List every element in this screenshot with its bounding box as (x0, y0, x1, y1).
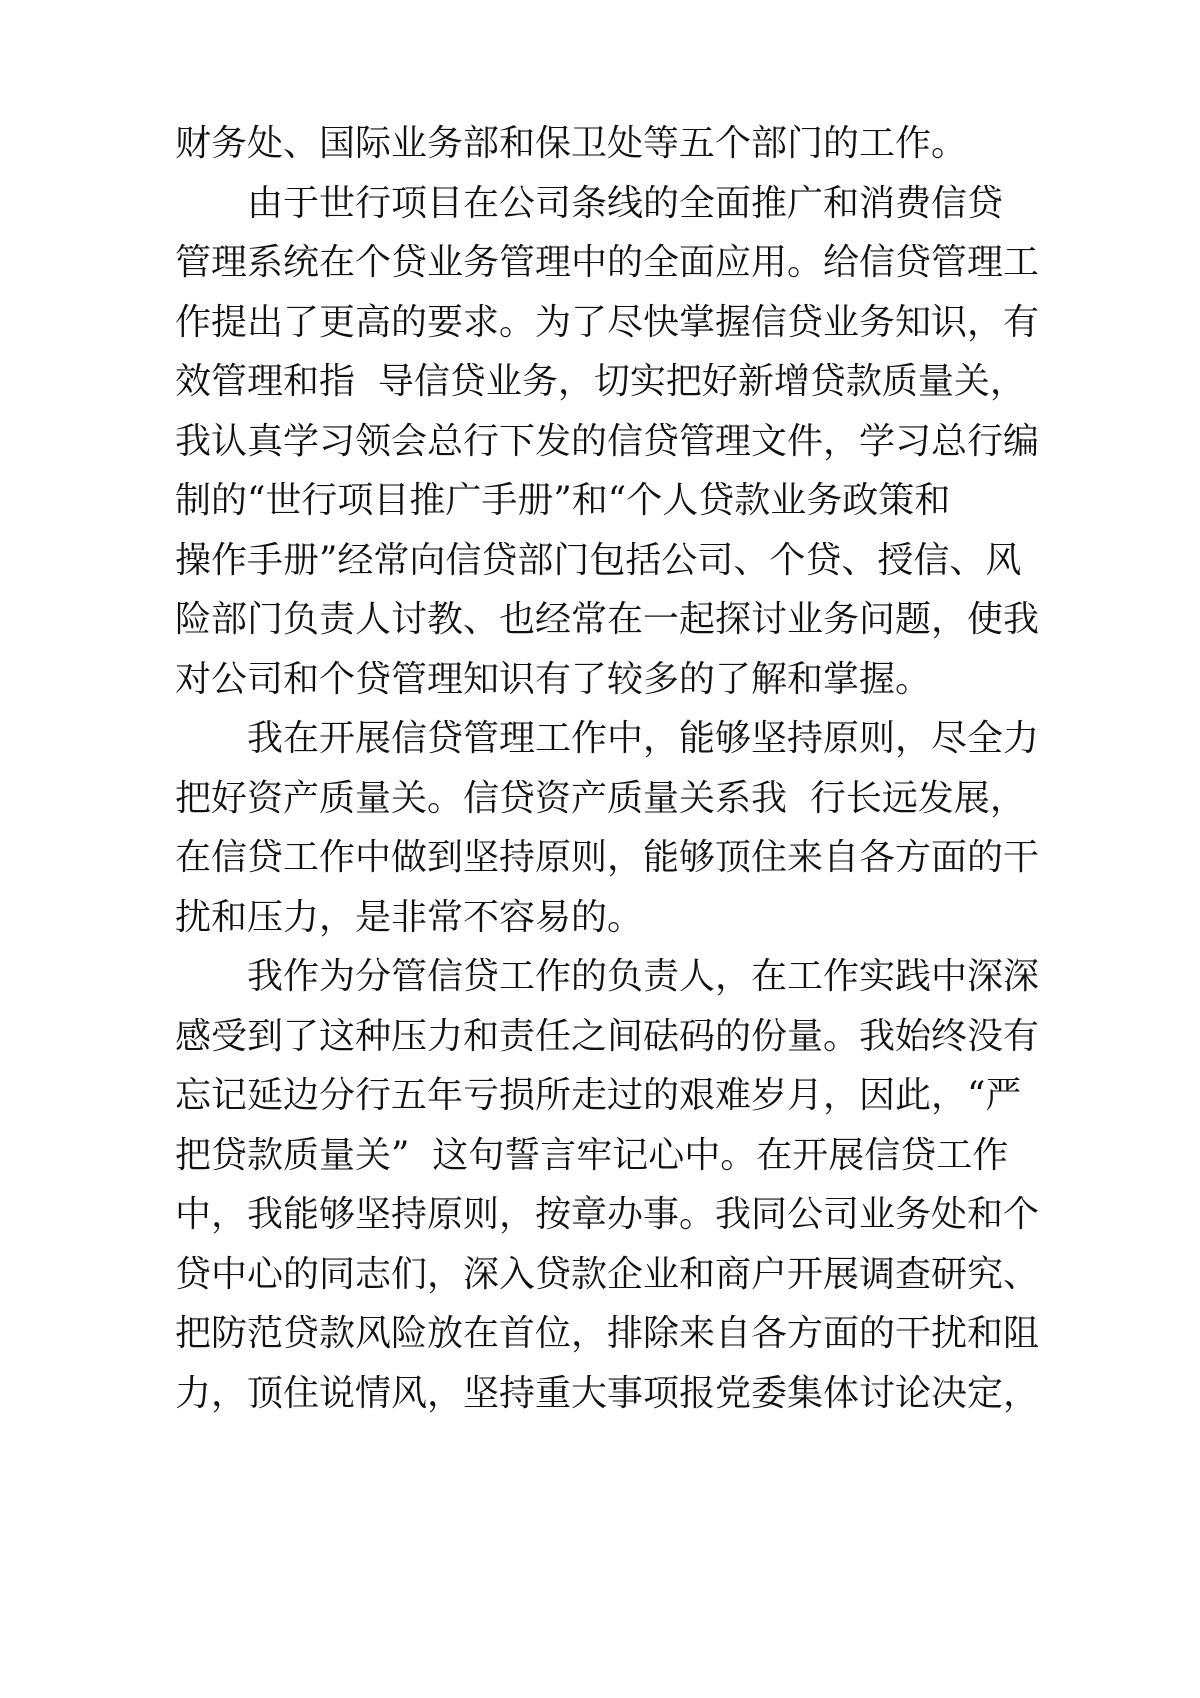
text-line: 把好资产质量关。信贷资产质量关系我 行长远发展， (175, 777, 1026, 819)
text-line: 对公司和个贷管理知识有了较多的了解和掌握。 (175, 658, 932, 700)
text-line: 扰和压力，是非常不容易的。 (175, 896, 644, 938)
document-body (175, 114, 1040, 1423)
text-line: 把防范贷款风险放在首位，排除来自各方面的干扰和阻 (175, 1313, 1040, 1354)
text-line: 我在开展信贷管理工作中，能够坚持原则，尽全力 (247, 718, 1040, 759)
text-line: 把贷款质量关” 这句誓言牢记心中。在开展信贷工作 (175, 1134, 1009, 1176)
text-line: 在信贷工作中做到坚持原则，能够顶住来自各方面的干 (175, 837, 1040, 878)
text-line: 贷中心的同志们，深入贷款企业和商户开展调查研究、 (175, 1253, 1040, 1295)
text-line: 我认真学习领会总行下发的信贷管理文件，学习总行编 (175, 420, 1040, 462)
text-line: 力，顶住说情风，坚持重大事项报党委集体讨论决定， (175, 1372, 1040, 1414)
text-line: 险部门负责人讨教、也经常在一起探讨业务问题，使我 (175, 599, 1040, 640)
text-line: 管理系统在个贷业务管理中的全面应用。给信贷管理工 (175, 242, 1040, 283)
text-line: 由于世行项目在公司条线的全面推广和消费信贷 (247, 182, 1004, 224)
text-line: 效管理和指 导信贷业务，切实把好新增贷款质量关， (175, 361, 1026, 402)
text-line: 作提出了更高的要求。为了尽快掌握信贷业务知识，有 (175, 301, 1040, 343)
text-line: 财务处、国际业务部和保卫处等五个部门的工作。 (175, 123, 968, 164)
text-line: 忘记延边分行五年亏损所走过的艰难岁月，因此，“严 (175, 1075, 1022, 1116)
text-line: 操作手册”经常向信贷部门包括公司、个贷、授信、风 (175, 539, 1022, 581)
text-line: 我作为分管信贷工作的负责人，在工作实践中深深 (247, 956, 1040, 997)
text-line: 制的“世行项目推广手册”和“个人贷款业务政策和 (175, 480, 951, 521)
text-line: 感受到了这种压力和责任之间砝码的份量。我始终没有 (175, 1015, 1040, 1057)
text-line: 中，我能够坚持原则，按章办事。我同公司业务处和个 (175, 1194, 1040, 1235)
